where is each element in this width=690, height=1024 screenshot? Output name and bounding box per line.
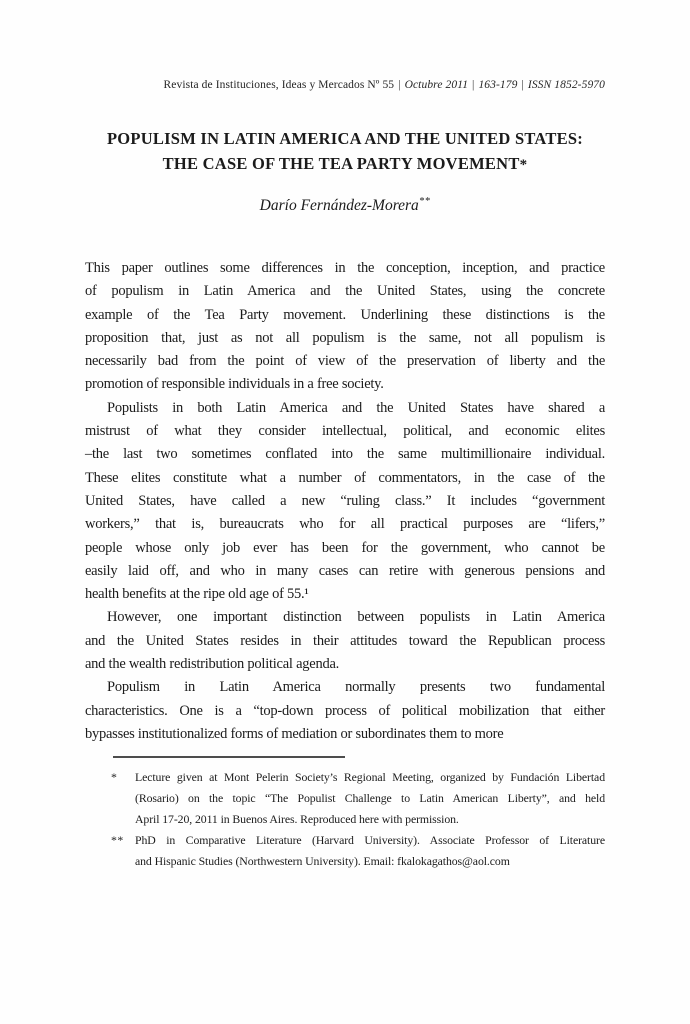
body-line: and the wealth redistribution political agenda.: [85, 656, 340, 673]
body-line: example of the Tea Party movement. Underlining these distinctions is the: [85, 306, 605, 323]
body-text: [85, 257, 605, 746]
body-line: of populism in Latin America and the United States, using the concrete: [85, 283, 605, 300]
footnotes: [85, 767, 605, 872]
title-line-2: [85, 151, 605, 178]
body-line: mistrust of what they consider intellectual, political, and economic elites: [85, 423, 605, 440]
body-line: necessarily bad from the point of view of the preservation of liberty and the: [85, 353, 605, 370]
body-line: workers,” that is, bureaucrats who for all practical purposes are “lifers,”: [85, 516, 605, 533]
body-line: However, one important distinction between populists in Latin America: [107, 609, 605, 626]
footnote: [85, 830, 605, 872]
body-line: Populists in both Latin America and the United States have shared a: [107, 399, 605, 416]
body-line: United States, have called a new “ruling class.” It includes “government: [85, 492, 605, 509]
footnote-line: Lecture given at Mont Pelerin Society’s Regional Meeting, organized by Fundación Libertad: [135, 770, 605, 784]
journal-header: [85, 79, 605, 91]
journal-header-segment: Revista de Instituciones, Ideas y Mercados Nº 55: [163, 79, 395, 91]
journal-header-segment: Octubre 2011: [404, 79, 469, 91]
footnote-line: April 17-20, 2011 in Buenos Aires. Reproduced here with permission.: [135, 812, 459, 826]
journal-header-segment: ISSN 1852-5970: [527, 79, 605, 91]
footnote-line: (Rosario) on the topic “The Populist Challenge to Latin American Liberty”, and held: [135, 791, 605, 805]
title-footnote-marker: *: [519, 157, 528, 173]
author-footnote-marker: **: [418, 196, 431, 207]
footnote-separator-rule: [113, 756, 345, 758]
footnote-marker: **: [111, 833, 124, 847]
footnote-line: and Hispanic Studies (Northwestern University). Email: fkalokagathos@aol.com: [135, 854, 510, 868]
title-line-2-text: THE CASE OF THE TEA PARTY MOVEMENT: [162, 154, 520, 173]
body-line: and the United States resides in their attitudes toward the Republican process: [85, 632, 605, 649]
body-line: bypasses institutionalized forms of mediation or subordinates them to more: [85, 725, 504, 742]
header-separator: |: [472, 79, 475, 91]
body-line: This paper outlines some differences in the conception, inception, and practice: [85, 260, 605, 276]
body-line: –the last two sometimes conflated into the same multimillionaire individual.: [85, 446, 605, 463]
title-line-1: POPULISM IN LATIN AMERICA AND THE UNITED STATES:: [106, 129, 584, 148]
footnote-line: PhD in Comparative Literature (Harvard University). Associate Professor of Literature: [135, 833, 605, 847]
footnote: [85, 767, 605, 830]
body-line: health benefits at the ripe old age of 55.¹: [85, 586, 309, 603]
journal-header-segment: 163-179: [478, 79, 518, 91]
author-name: Darío Fernández-Morera: [259, 197, 419, 215]
body-line: Populism in Latin America normally presents two fundamental: [107, 679, 605, 696]
body-line: characteristics. One is a “top-down process of political mobilization that either: [85, 702, 605, 719]
footnote-marker: *: [111, 770, 118, 784]
body-line: proposition that, just as not all populism is the same, not all populism is: [85, 329, 605, 346]
body-line: These elites constitute what a number of commentators, in the case of the: [85, 469, 605, 486]
paper-title: [85, 126, 605, 178]
body-line: people whose only job ever has been for the government, who cannot be: [85, 539, 605, 556]
author-line: [85, 196, 605, 215]
body-line: easily laid off, and who in many cases can retire with generous pensions and: [85, 562, 605, 579]
header-separator: |: [521, 79, 524, 91]
body-line: promotion of responsible individuals in a free society.: [85, 376, 384, 393]
header-separator: |: [398, 79, 401, 91]
